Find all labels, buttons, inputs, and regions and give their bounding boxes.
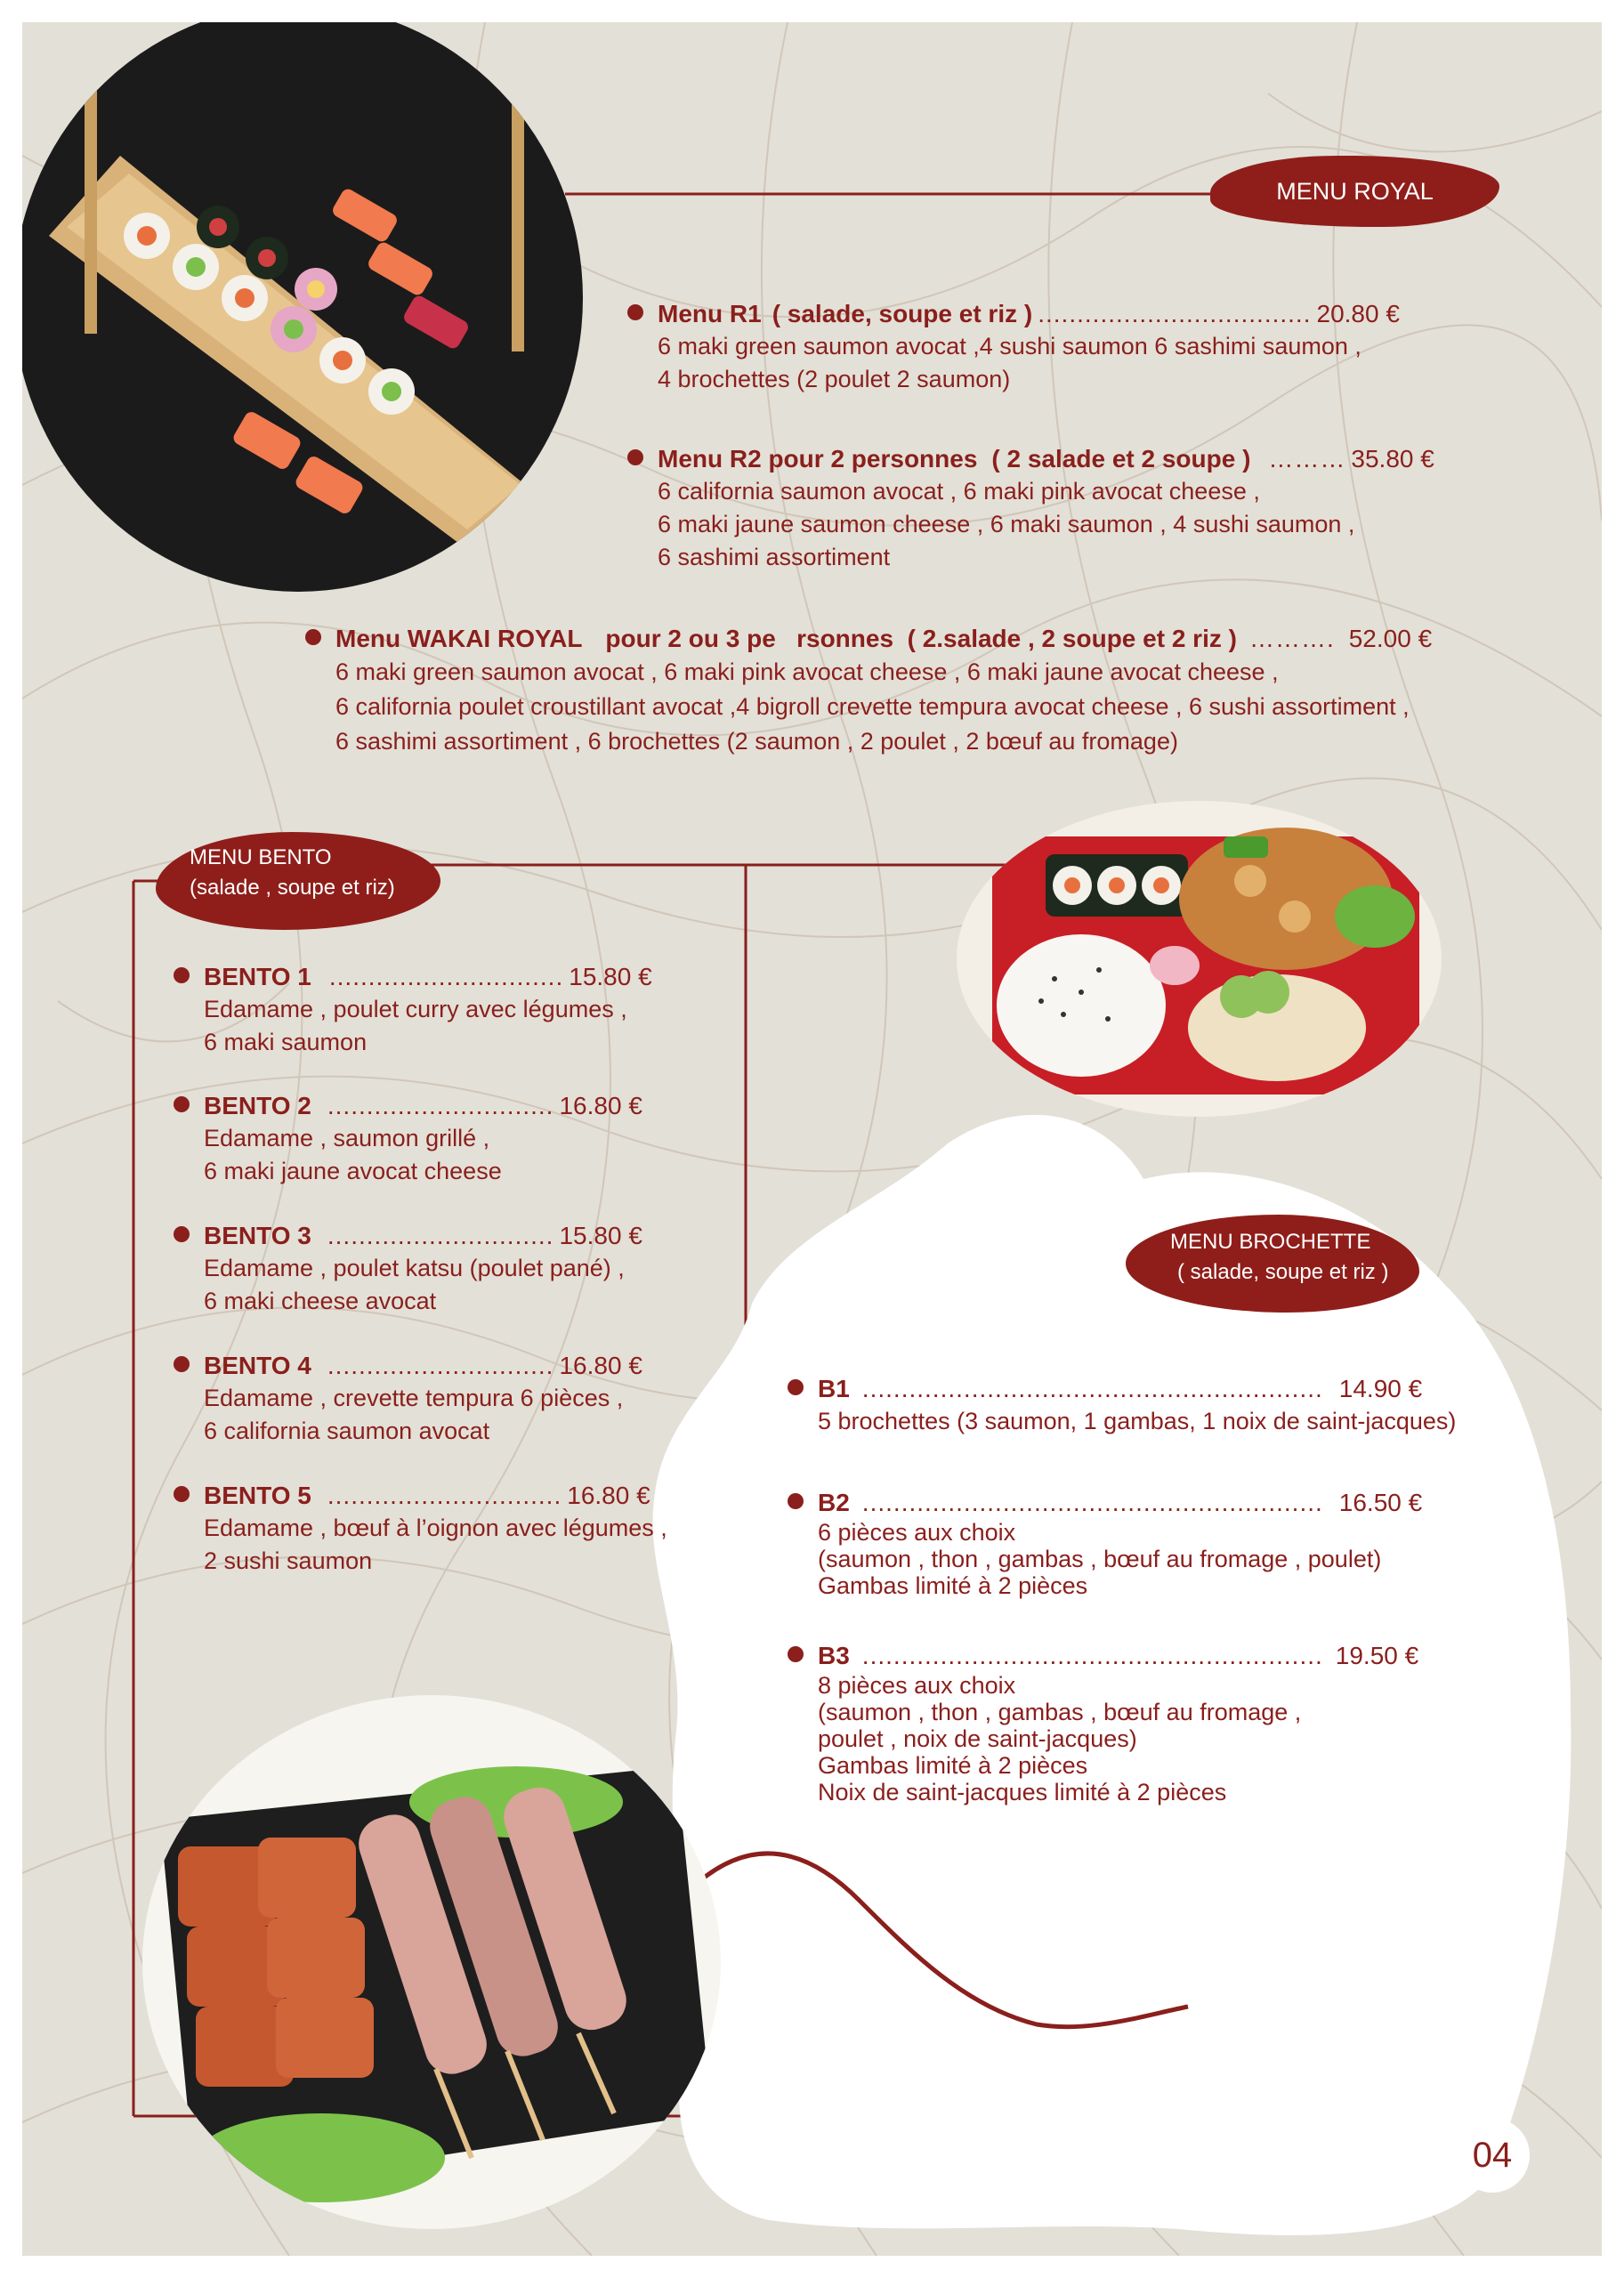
item-price: 16.80 € bbox=[559, 1352, 642, 1379]
description-line: Edamame , crevette tempura 6 pièces , bbox=[204, 1385, 624, 1411]
item-name: BENTO 3 bbox=[204, 1222, 311, 1249]
brochettes-photo bbox=[142, 1695, 721, 2229]
item-dots: ............................. bbox=[327, 1092, 554, 1119]
item-description bbox=[204, 1512, 667, 1578]
item-price: 15.80 € bbox=[559, 1222, 642, 1249]
item-description bbox=[818, 1672, 1418, 1805]
bullet-icon bbox=[305, 629, 321, 645]
description-line: Edamame , poulet curry avec légumes , bbox=[204, 996, 627, 1022]
bullet-icon bbox=[174, 1486, 190, 1502]
description-line: 6 pièces aux choix bbox=[818, 1519, 1016, 1546]
item-description bbox=[204, 993, 652, 1059]
item-dots: ............................. bbox=[327, 1222, 554, 1249]
item-price: 16.80 € bbox=[559, 1092, 642, 1119]
item-price: 16.80 € bbox=[567, 1482, 650, 1509]
description-line: 6 maki jaune avocat cheese bbox=[204, 1158, 502, 1184]
menu-royal-title: MENU ROYAL bbox=[1276, 178, 1434, 205]
item-price: 14.90 € bbox=[1338, 1375, 1423, 1402]
description-line: 6 california saumon avocat , 6 maki pink avocat cheese , bbox=[658, 478, 1260, 505]
menu-bento-subtitle: (salade , soupe et riz) bbox=[190, 876, 395, 900]
item-description bbox=[658, 475, 1434, 574]
item-name: B3 bbox=[818, 1642, 850, 1669]
bullet-icon bbox=[174, 1356, 190, 1372]
item-detail: ( 2 salade et 2 soupe ) bbox=[991, 445, 1251, 473]
item-description bbox=[818, 1405, 1456, 1438]
page-number: 04 bbox=[1455, 2118, 1530, 2193]
bento-box-photo bbox=[957, 801, 1442, 1117]
sushi-boat-photo bbox=[22, 22, 583, 592]
description-line: 6 maki saumon bbox=[204, 1029, 368, 1055]
menu-page bbox=[22, 22, 1602, 2256]
description-line: 2 sushi saumon bbox=[204, 1547, 373, 1574]
item-dots: ……… bbox=[1268, 445, 1346, 473]
description-line: (saumon , thon , gambas , bœuf au fromage , bbox=[818, 1699, 1302, 1725]
bullet-icon bbox=[627, 449, 643, 465]
description-line: 6 california poulet croustillant avocat ,4 bigroll crevette tempura avocat cheese , 6 sushi assortiment , bbox=[335, 693, 1410, 720]
item-description bbox=[204, 1382, 642, 1448]
menu-item-r1 bbox=[627, 298, 1400, 396]
bullet-icon bbox=[788, 1493, 804, 1509]
description-line: 6 maki jaune saumon cheese , 6 maki saumon , 4 sushi saumon , bbox=[658, 511, 1355, 537]
item-dots: ................................... bbox=[1038, 300, 1312, 327]
item-price: 52.00 € bbox=[1348, 625, 1433, 652]
item-name: B2 bbox=[818, 1489, 850, 1516]
item-name: BENTO 1 bbox=[204, 963, 311, 990]
description-line: Gambas limité à 2 pièces bbox=[818, 1572, 1088, 1599]
item-description bbox=[204, 1122, 642, 1188]
bullet-icon bbox=[174, 1096, 190, 1112]
item-detail: pour 2 ou 3 pe rsonnes ( 2.salade , 2 soupe et 2 riz ) bbox=[605, 625, 1237, 652]
description-line: Noix de saint-jacques limité à 2 pièces bbox=[818, 1779, 1227, 1805]
item-price: 19.50 € bbox=[1335, 1642, 1419, 1669]
description-line: (saumon , thon , gambas , bœuf au fromage , poulet) bbox=[818, 1546, 1382, 1572]
item-dots: ............................. bbox=[327, 1352, 554, 1379]
item-dots: .............................. bbox=[328, 963, 564, 990]
item-description bbox=[818, 1519, 1422, 1599]
item-dots: ………. bbox=[1248, 625, 1335, 652]
description-line: Edamame , bœuf à l’oignon avec légumes , bbox=[204, 1515, 667, 1541]
menu-item-b1 bbox=[788, 1373, 1456, 1438]
item-description bbox=[658, 330, 1400, 396]
menu-bento-title: MENU BENTO bbox=[190, 845, 332, 869]
item-name: BENTO 4 bbox=[204, 1352, 311, 1379]
menu-item-bento-4 bbox=[174, 1350, 642, 1448]
bullet-icon bbox=[627, 304, 643, 320]
description-line: 6 california saumon avocat bbox=[204, 1418, 490, 1444]
description-line: 6 maki green saumon avocat , 6 maki pink avocat cheese , 6 maki jaune avocat cheese , bbox=[335, 658, 1279, 685]
menu-item-bento-5 bbox=[174, 1480, 667, 1578]
item-detail: ( salade, soupe et riz ) bbox=[772, 300, 1033, 327]
bullet-icon bbox=[788, 1646, 804, 1662]
item-dots: .............................. bbox=[327, 1482, 562, 1509]
description-line: Gambas limité à 2 pièces bbox=[818, 1752, 1088, 1779]
menu-item-bento-2 bbox=[174, 1090, 642, 1188]
item-price: 20.80 € bbox=[1316, 300, 1400, 327]
description-line: 6 sashimi assortiment bbox=[658, 544, 891, 570]
menu-brochette-title: MENU BROCHETTE bbox=[1170, 1230, 1371, 1254]
item-description bbox=[335, 655, 1432, 759]
description-line: Edamame , saumon grillé , bbox=[204, 1125, 490, 1151]
item-name: BENTO 5 bbox=[204, 1482, 311, 1509]
item-name: BENTO 2 bbox=[204, 1092, 311, 1119]
item-name: Menu WAKAI ROYAL bbox=[335, 625, 583, 652]
item-description bbox=[204, 1252, 642, 1318]
item-name: Menu R1 bbox=[658, 300, 762, 327]
description-line: 6 maki green saumon avocat ,4 sushi saumon 6 sashimi saumon , bbox=[658, 333, 1361, 359]
menu-item-bento-1 bbox=[174, 961, 652, 1059]
item-name: Menu R2 pour 2 personnes bbox=[658, 445, 978, 473]
menu-item-b2 bbox=[788, 1487, 1422, 1599]
description-line: 4 brochettes (2 poulet 2 saumon) bbox=[658, 366, 1011, 392]
item-price: 35.80 € bbox=[1351, 445, 1434, 473]
description-line: 5 brochettes (3 saumon, 1 gambas, 1 noix de saint-jacques) bbox=[818, 1408, 1457, 1434]
menu-royal-badge bbox=[1210, 156, 1499, 227]
menu-item-bento-3 bbox=[174, 1220, 642, 1318]
description-line: 6 maki cheese avocat bbox=[204, 1288, 437, 1314]
item-price: 16.50 € bbox=[1338, 1489, 1423, 1516]
bullet-icon bbox=[788, 1379, 804, 1395]
description-line: 6 sashimi assortiment , 6 brochettes (2 saumon , 2 poulet , 2 bœuf au fromage) bbox=[335, 728, 1178, 755]
description-line: 8 pièces aux choix bbox=[818, 1672, 1016, 1699]
bullet-icon bbox=[174, 967, 190, 983]
menu-item-b3 bbox=[788, 1640, 1418, 1805]
item-dots: ........................................................... bbox=[861, 1489, 1323, 1516]
bullet-icon bbox=[174, 1226, 190, 1242]
menu-item-r2 bbox=[627, 443, 1434, 574]
item-dots: ........................................................... bbox=[861, 1375, 1323, 1402]
description-line: poulet , noix de saint-jacques) bbox=[818, 1725, 1137, 1752]
item-dots: ........................................................... bbox=[861, 1642, 1323, 1669]
item-name: B1 bbox=[818, 1375, 850, 1402]
description-line: Edamame , poulet katsu (poulet pané) , bbox=[204, 1255, 625, 1281]
menu-brochette-subtitle: ( salade, soupe et riz ) bbox=[1177, 1260, 1389, 1284]
item-price: 15.80 € bbox=[569, 963, 652, 990]
menu-item-wakai-royal bbox=[305, 623, 1432, 759]
